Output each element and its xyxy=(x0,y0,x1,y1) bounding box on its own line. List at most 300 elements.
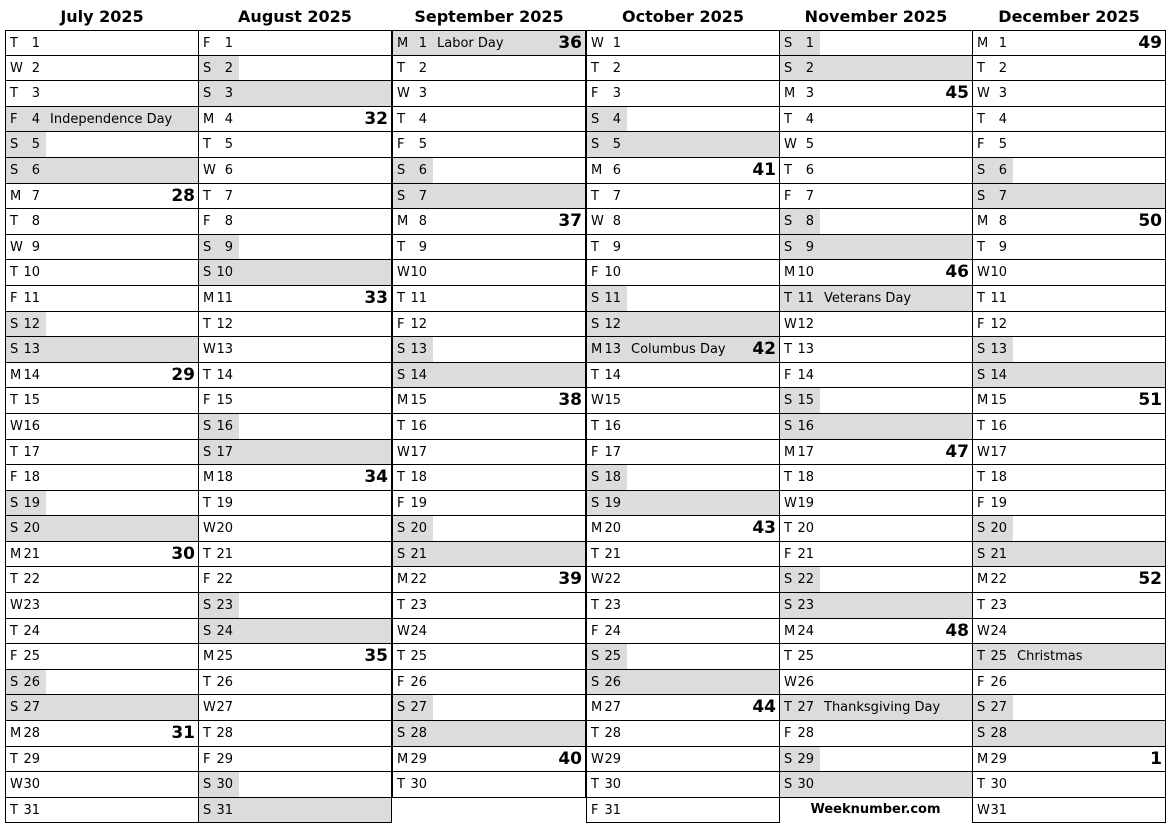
day-number: 15 xyxy=(797,393,814,409)
weekday-letter: F xyxy=(397,674,405,690)
weekday-letter: T xyxy=(977,239,985,255)
day-number: 9 xyxy=(224,239,233,255)
day-number: 5 xyxy=(805,137,814,153)
weekday-letter: S xyxy=(203,444,212,460)
weekday-letter: T xyxy=(784,470,792,486)
day-row xyxy=(779,619,973,645)
day-row xyxy=(586,440,780,466)
day-row xyxy=(198,107,392,133)
day-row xyxy=(972,516,1166,542)
day-number: 22 xyxy=(23,572,40,588)
weekday-letter: S xyxy=(10,521,19,537)
weekday-letter: T xyxy=(10,802,18,818)
weekday-letter: F xyxy=(10,111,18,127)
weekday-letter: T xyxy=(203,137,211,153)
weekday-letter: S xyxy=(397,342,406,358)
day-row xyxy=(198,772,392,798)
day-row xyxy=(586,695,780,721)
weekday-letter: W xyxy=(591,572,604,588)
month-title: November 2025 xyxy=(804,7,948,26)
day-row xyxy=(972,644,1166,670)
day-row xyxy=(972,184,1166,210)
day-number: 12 xyxy=(797,316,814,332)
weekday-letter: F xyxy=(591,623,599,639)
day-number: 18 xyxy=(604,470,621,486)
day-row xyxy=(5,286,199,312)
weekday-letter: S xyxy=(397,367,406,383)
day-row xyxy=(392,440,586,466)
day-number: 5 xyxy=(612,137,621,153)
weekday-letter: T xyxy=(203,495,211,511)
day-row xyxy=(779,721,973,747)
day-row xyxy=(5,132,199,158)
day-row xyxy=(779,772,973,798)
weekday-letter: W xyxy=(591,751,604,767)
weekday-letter: S xyxy=(977,367,986,383)
day-number: 10 xyxy=(604,265,621,281)
day-number: 30 xyxy=(604,777,621,793)
day-number: 3 xyxy=(998,86,1007,102)
weekday-letter: S xyxy=(977,162,986,178)
day-row xyxy=(392,695,586,721)
weekday-letter: S xyxy=(591,111,600,127)
month-column xyxy=(586,0,780,823)
day-number: 20 xyxy=(216,521,233,537)
day-number: 10 xyxy=(990,265,1007,281)
weekday-letter: F xyxy=(591,802,599,818)
day-number: 7 xyxy=(31,188,40,204)
weekday-letter: S xyxy=(10,674,19,690)
weekday-letter: F xyxy=(591,265,599,281)
weekday-letter: W xyxy=(203,162,216,178)
day-number: 10 xyxy=(410,265,427,281)
weekday-letter: S xyxy=(203,598,212,614)
day-number: 26 xyxy=(23,674,40,690)
day-row xyxy=(392,107,586,133)
day-row xyxy=(972,209,1166,235)
day-number: 15 xyxy=(604,393,621,409)
day-number: 26 xyxy=(797,674,814,690)
weekday-letter: F xyxy=(397,495,405,511)
day-row xyxy=(392,465,586,491)
weekday-letter: M xyxy=(203,290,215,306)
day-row xyxy=(779,158,973,184)
day-number: 25 xyxy=(604,649,621,665)
day-row xyxy=(5,312,199,338)
day-number: 17 xyxy=(990,444,1007,460)
day-number: 31 xyxy=(23,802,40,818)
day-number: 3 xyxy=(224,86,233,102)
weekday-letter: T xyxy=(784,290,792,306)
week-number: 44 xyxy=(752,697,776,718)
weekday-letter: T xyxy=(591,777,599,793)
day-row xyxy=(5,747,199,773)
weekday-letter: T xyxy=(203,674,211,690)
day-number: 26 xyxy=(990,674,1007,690)
day-row xyxy=(779,337,973,363)
weekday-letter: S xyxy=(977,700,986,716)
day-number: 2 xyxy=(31,60,40,76)
day-number: 14 xyxy=(216,367,233,383)
day-number: 23 xyxy=(410,598,427,614)
day-row xyxy=(972,30,1166,56)
week-number: 38 xyxy=(558,390,582,411)
weekday-letter: M xyxy=(10,188,22,204)
day-number: 15 xyxy=(410,393,427,409)
day-number: 27 xyxy=(797,700,814,716)
day-row xyxy=(5,695,199,721)
week-number: 34 xyxy=(364,467,388,488)
week-number: 41 xyxy=(752,159,776,180)
day-row xyxy=(392,670,586,696)
day-number: 6 xyxy=(998,162,1007,178)
week-number: 36 xyxy=(558,33,582,53)
weekday-letter: W xyxy=(784,316,797,332)
day-row xyxy=(392,363,586,389)
weekday-letter: W xyxy=(977,623,990,639)
day-row xyxy=(392,388,586,414)
weekday-letter: S xyxy=(10,316,19,332)
weekday-letter: T xyxy=(591,367,599,383)
weekday-letter: W xyxy=(10,598,23,614)
weekday-letter: S xyxy=(591,137,600,153)
weeknumber-link[interactable]: Weeknumber.com xyxy=(810,802,941,817)
day-number: 27 xyxy=(990,700,1007,716)
month-title: December 2025 xyxy=(998,7,1140,26)
day-row xyxy=(5,440,199,466)
day-number: 23 xyxy=(990,598,1007,614)
day-row xyxy=(972,414,1166,440)
day-row xyxy=(586,81,780,107)
day-row xyxy=(586,312,780,338)
week-number: 33 xyxy=(364,287,388,308)
weekday-letter: S xyxy=(10,495,19,511)
weekday-letter: T xyxy=(977,777,985,793)
weekday-letter: T xyxy=(591,726,599,742)
day-row xyxy=(198,132,392,158)
day-row xyxy=(586,337,780,363)
day-number: 19 xyxy=(604,495,621,511)
weekday-letter: S xyxy=(977,342,986,358)
day-number: 9 xyxy=(31,239,40,255)
day-row xyxy=(586,798,780,824)
day-number: 23 xyxy=(216,598,233,614)
weekday-letter: T xyxy=(203,367,211,383)
day-row xyxy=(586,414,780,440)
day-number: 25 xyxy=(797,649,814,665)
day-number: 7 xyxy=(805,188,814,204)
day-row xyxy=(586,491,780,517)
day-row xyxy=(779,107,973,133)
day-row xyxy=(198,388,392,414)
day-row xyxy=(972,235,1166,261)
weekday-letter: F xyxy=(397,137,405,153)
day-number: 29 xyxy=(604,751,621,767)
day-row xyxy=(392,542,586,568)
day-number: 4 xyxy=(418,111,427,127)
day-number: 21 xyxy=(604,546,621,562)
day-number: 19 xyxy=(410,495,427,511)
day-row xyxy=(779,363,973,389)
day-number: 26 xyxy=(410,674,427,690)
weekday-letter: S xyxy=(397,162,406,178)
day-number: 14 xyxy=(410,367,427,383)
weekday-letter: F xyxy=(591,86,599,102)
weekday-letter: S xyxy=(784,239,793,255)
day-number: 18 xyxy=(410,470,427,486)
day-number: 8 xyxy=(805,214,814,230)
weekday-letter: T xyxy=(784,649,792,665)
day-number: 24 xyxy=(990,623,1007,639)
day-number: 1 xyxy=(224,36,233,51)
day-number: 2 xyxy=(224,60,233,76)
month-title: September 2025 xyxy=(414,7,564,26)
day-row xyxy=(392,491,586,517)
day-row xyxy=(586,772,780,798)
week-number: 45 xyxy=(945,83,969,104)
day-row xyxy=(779,465,973,491)
weekday-letter: M xyxy=(10,546,22,562)
weekday-letter: T xyxy=(397,598,405,614)
day-row xyxy=(392,747,586,773)
day-row xyxy=(5,388,199,414)
day-number: 27 xyxy=(23,700,40,716)
day-number: 24 xyxy=(797,623,814,639)
day-row xyxy=(392,184,586,210)
day-row xyxy=(972,81,1166,107)
weekday-letter: T xyxy=(397,239,405,255)
week-number: 49 xyxy=(1138,33,1162,53)
weekday-letter: W xyxy=(591,214,604,230)
day-row xyxy=(586,184,780,210)
day-row xyxy=(392,721,586,747)
day-number: 17 xyxy=(23,444,40,460)
weekday-letter: S xyxy=(203,86,212,102)
day-row xyxy=(972,286,1166,312)
day-number: 14 xyxy=(797,367,814,383)
weekday-letter: T xyxy=(591,188,599,204)
day-number: 28 xyxy=(990,726,1007,742)
week-number: 51 xyxy=(1138,390,1162,411)
weekday-letter: T xyxy=(203,316,211,332)
day-row xyxy=(392,56,586,82)
day-number: 2 xyxy=(805,60,814,76)
day-row xyxy=(586,286,780,312)
day-number: 22 xyxy=(216,572,233,588)
day-row xyxy=(972,56,1166,82)
day-number: 31 xyxy=(604,802,621,818)
day-number: 12 xyxy=(604,316,621,332)
day-row xyxy=(779,491,973,517)
day-number: 16 xyxy=(797,418,814,434)
day-row xyxy=(972,465,1166,491)
day-number: 21 xyxy=(216,546,233,562)
day-number: 4 xyxy=(224,111,233,127)
weekday-letter: M xyxy=(591,521,603,537)
holiday-label: Labor Day xyxy=(437,36,504,51)
day-number: 7 xyxy=(612,188,621,204)
weekday-letter: W xyxy=(10,239,23,255)
day-number: 19 xyxy=(797,495,814,511)
weekday-letter: M xyxy=(977,751,989,767)
day-number: 11 xyxy=(23,290,40,306)
day-number: 13 xyxy=(216,342,233,358)
day-number: 3 xyxy=(418,86,427,102)
day-number: 19 xyxy=(990,495,1007,511)
day-number: 28 xyxy=(604,726,621,742)
month-title: July 2025 xyxy=(60,7,144,26)
day-row xyxy=(779,260,973,286)
weekday-letter: T xyxy=(397,60,405,76)
weekday-letter: M xyxy=(397,214,409,230)
day-row xyxy=(586,260,780,286)
weekday-letter: S xyxy=(591,649,600,665)
day-row xyxy=(972,158,1166,184)
weekday-letter: T xyxy=(10,214,18,230)
day-number: 5 xyxy=(31,137,40,153)
weekday-letter: W xyxy=(591,393,604,409)
week-number: 43 xyxy=(752,518,776,539)
day-number: 19 xyxy=(23,495,40,511)
weekday-letter: T xyxy=(10,623,18,639)
day-row xyxy=(972,337,1166,363)
week-number: 30 xyxy=(171,543,195,564)
day-number: 4 xyxy=(31,111,40,127)
day-number: 9 xyxy=(612,239,621,255)
day-number: 6 xyxy=(418,162,427,178)
weekday-letter: W xyxy=(10,418,23,434)
day-row xyxy=(586,107,780,133)
day-number: 17 xyxy=(797,444,814,460)
weekday-letter: W xyxy=(397,623,410,639)
day-row xyxy=(972,542,1166,568)
day-row xyxy=(779,644,973,670)
day-number: 4 xyxy=(998,111,1007,127)
week-number: 40 xyxy=(558,748,582,769)
weekday-letter: T xyxy=(397,418,405,434)
week-number: 46 xyxy=(945,262,969,283)
day-row xyxy=(5,235,199,261)
day-number: 27 xyxy=(410,700,427,716)
weekday-letter: W xyxy=(591,36,604,51)
weekday-letter: S xyxy=(977,726,986,742)
day-row xyxy=(586,619,780,645)
day-row xyxy=(972,363,1166,389)
day-number: 16 xyxy=(604,418,621,434)
day-number: 5 xyxy=(998,137,1007,153)
day-number: 9 xyxy=(998,239,1007,255)
weekday-letter: S xyxy=(203,418,212,434)
day-number: 7 xyxy=(418,188,427,204)
weekday-letter: S xyxy=(397,521,406,537)
weekday-letter: T xyxy=(10,751,18,767)
weekday-letter: F xyxy=(784,188,792,204)
weekday-letter: T xyxy=(397,649,405,665)
day-row xyxy=(198,721,392,747)
weekday-letter: T xyxy=(977,290,985,306)
weekday-letter: S xyxy=(203,239,212,255)
day-number: 15 xyxy=(990,393,1007,409)
day-number: 8 xyxy=(418,214,427,230)
day-row xyxy=(198,414,392,440)
day-number: 19 xyxy=(216,495,233,511)
day-number: 29 xyxy=(990,751,1007,767)
day-number: 21 xyxy=(23,546,40,562)
day-number: 21 xyxy=(410,546,427,562)
day-row xyxy=(198,209,392,235)
weekday-letter: T xyxy=(10,393,18,409)
day-number: 18 xyxy=(23,470,40,486)
weekday-letter: M xyxy=(591,700,603,716)
day-number: 22 xyxy=(604,572,621,588)
week-number: 47 xyxy=(945,441,969,462)
day-row xyxy=(198,747,392,773)
day-number: 9 xyxy=(418,239,427,255)
weekday-letter: T xyxy=(591,546,599,562)
day-number: 30 xyxy=(23,777,40,793)
month-column xyxy=(392,0,586,798)
weekday-letter: T xyxy=(10,36,18,51)
day-row xyxy=(392,619,586,645)
day-number: 2 xyxy=(998,60,1007,76)
weekday-letter: W xyxy=(784,495,797,511)
weekday-letter: W xyxy=(397,265,410,281)
day-number: 14 xyxy=(990,367,1007,383)
day-number: 24 xyxy=(410,623,427,639)
day-row xyxy=(972,440,1166,466)
weekday-letter: M xyxy=(977,36,989,51)
day-number: 15 xyxy=(216,393,233,409)
weekday-letter: S xyxy=(977,546,986,562)
weekday-letter: W xyxy=(977,86,990,102)
day-number: 31 xyxy=(990,802,1007,818)
day-row xyxy=(972,593,1166,619)
day-row xyxy=(5,209,199,235)
day-number: 16 xyxy=(410,418,427,434)
day-row xyxy=(779,593,973,619)
day-row xyxy=(392,414,586,440)
day-row xyxy=(198,235,392,261)
weekday-letter: W xyxy=(977,444,990,460)
weekday-letter: T xyxy=(397,777,405,793)
day-row xyxy=(5,107,199,133)
month-column xyxy=(5,0,199,823)
day-row xyxy=(972,567,1166,593)
day-number: 20 xyxy=(410,521,427,537)
weekday-letter: T xyxy=(10,444,18,460)
weekday-letter: S xyxy=(784,393,793,409)
day-number: 2 xyxy=(612,60,621,76)
weekday-letter: S xyxy=(10,162,19,178)
day-number: 11 xyxy=(604,290,621,306)
day-number: 10 xyxy=(797,265,814,281)
day-number: 8 xyxy=(31,214,40,230)
holiday-label: Thanksgiving Day xyxy=(824,700,941,716)
day-row xyxy=(5,184,199,210)
weekday-letter: S xyxy=(784,572,793,588)
week-number: 1 xyxy=(1150,748,1162,769)
day-row xyxy=(972,132,1166,158)
day-number: 26 xyxy=(604,674,621,690)
weekday-letter: F xyxy=(977,674,985,690)
weekday-letter: T xyxy=(397,470,405,486)
day-row xyxy=(5,542,199,568)
day-row xyxy=(779,286,973,312)
day-row xyxy=(392,337,586,363)
day-number: 11 xyxy=(216,290,233,306)
day-number: 3 xyxy=(31,86,40,102)
week-number: 31 xyxy=(171,723,195,744)
